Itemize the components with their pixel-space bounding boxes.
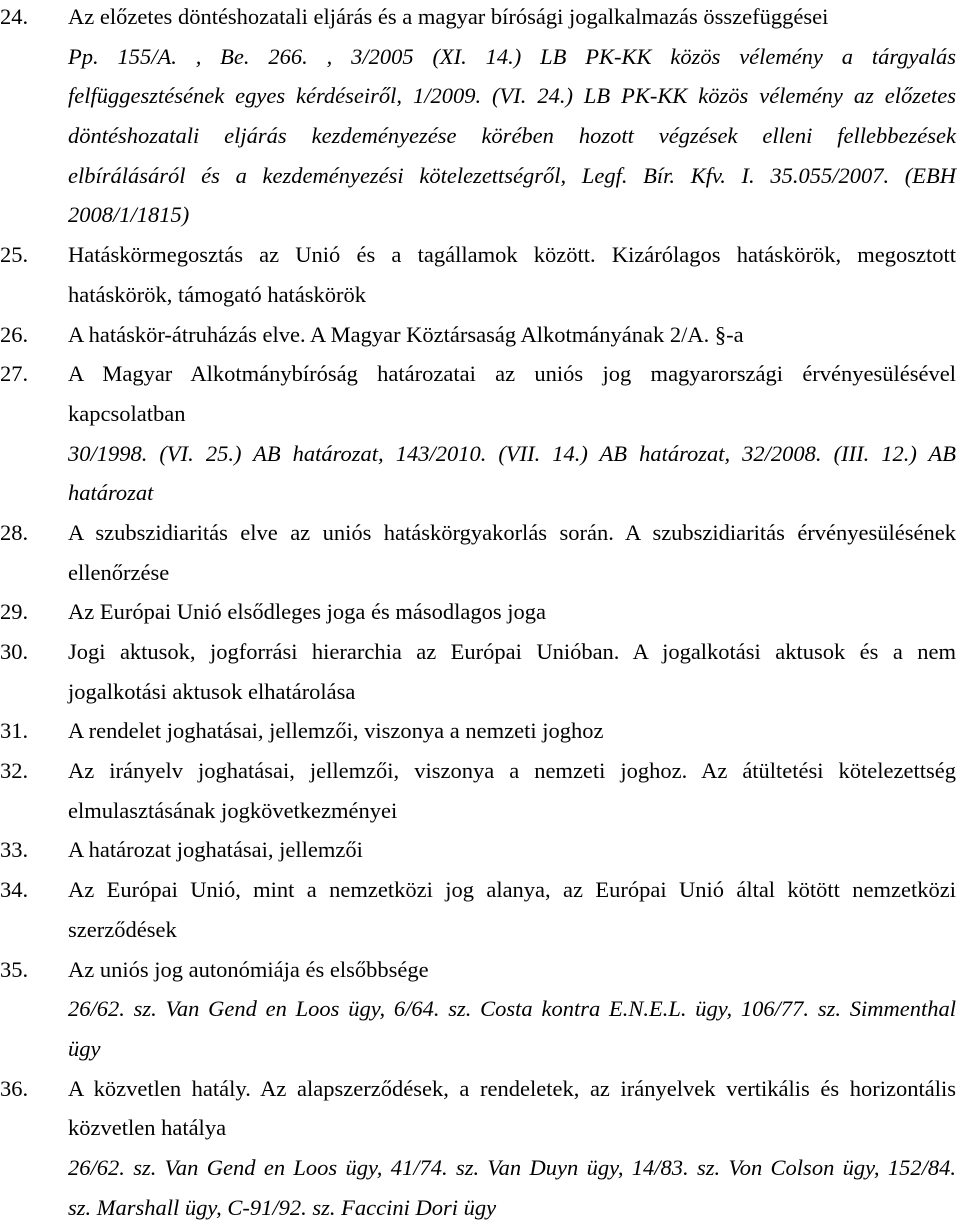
item-number: 29. [0,599,29,625]
case-law-references [68,1148,956,1227]
item-title-line: közvetlen hatálya [68,1115,227,1141]
reference-line: 2008/1/1815) [68,202,190,228]
list-item-25 [0,235,960,314]
list-item-35 [0,950,960,1069]
list-item-24 [0,0,960,235]
item-title [68,830,956,870]
list-item-36 [0,1069,960,1228]
item-title [68,592,956,632]
item-title [68,1069,956,1148]
reference-line: elbírálásáról és a kezdeményezési kötelezettségről, Legf. Bír. Kfv. I. 35.055/2007. (EBH [68,162,956,188]
list-item-27 [0,354,960,513]
item-title [68,513,956,592]
reference-line: sz. Marshall ügy, C-91/92. sz. Faccini Dori ügy [68,1194,497,1220]
item-title-line: Jogi aktusok, jogforrási hierarchia az Európai Unióban. A jogalkotási aktusok és a nem [68,639,956,664]
reference-line: 26/62. sz. Van Gend en Loos ügy, 41/74. sz. Van Duyn ügy, 14/83. sz. Von Colson ügy, 152/84. [68,1154,956,1180]
item-title-line: ellenőrzése [68,559,170,585]
item-title-line: A Magyar Alkotmánybíróság határozatai az uniós jog magyarországi érvényesülésével [68,361,956,387]
item-number: 34. [0,877,29,903]
item-title-line: szerződések [68,916,177,942]
item-title-line: Az előzetes döntéshozatali eljárás és a magyar bírósági jogalkalmazás összefüggései [68,4,829,29]
item-number: 30. [0,639,29,664]
item-number: 25. [0,242,29,268]
item-title-line: Az irányelv joghatásai, jellemzői, viszonya a nemzeti joghoz. Az átültetési kötelezettség [68,758,956,784]
list-item-31 [0,711,960,751]
item-title [68,235,956,314]
item-title [68,870,956,949]
item-title-line: elmulasztásának jogkövetkezményei [68,797,398,823]
item-number: 33. [0,837,29,863]
item-title-line: jogalkotási aktusok elhatárolása [68,678,356,704]
item-title-line: A határozat joghatásai, jellemzői [68,837,363,863]
item-title [68,950,956,990]
item-title-line: Az Európai Unió elsődleges joga és másodlagos joga [68,599,547,625]
item-title [68,0,956,37]
item-number: 26. [0,321,29,347]
case-law-references [68,434,956,513]
item-title-line: hatáskörök, támogató hatáskörök [68,281,367,307]
list-item-34 [0,870,960,949]
item-number: 24. [0,4,29,29]
list-item-30 [0,632,960,711]
reference-line: határozat [68,480,154,506]
item-title [68,711,956,751]
case-law-references [68,989,956,1068]
item-number: 31. [0,718,29,744]
list-item-33 [0,830,960,870]
list-item-29 [0,592,960,632]
item-number: 27. [0,361,29,387]
item-title [68,354,956,433]
item-title-line: kapcsolatban [68,400,186,426]
item-title-line: A szubszidiaritás elve az uniós hatáskörgyakorlás során. A szubszidiaritás érvényesülésének [68,519,956,545]
item-title-line: Hatáskörmegosztás az Unió és a tagállamok között. Kizárólagos hatáskörök, megosztott [68,242,956,268]
item-title-line: Az uniós jog autonómiája és elsőbbsége [68,956,429,982]
case-law-references [68,37,956,235]
reference-line: Pp. 155/A. , Be. 266. , 3/2005 (XI. 14.) LB PK-KK közös vélemény a tárgyalás [68,43,956,69]
reference-line: 30/1998. (VI. 25.) AB határozat, 143/2010. (VII. 14.) AB határozat, 32/2008. (III. 12.) AB [68,440,956,466]
item-title-line: A hatáskör-átruházás elve. A Magyar Köztársaság Alkotmányának 2/A. §-a [68,321,744,347]
reference-line: felfüggesztésének egyes kérdéseiről, 1/2009. (VI. 24.) LB PK-KK közös vélemény az előzetes [68,83,956,109]
item-number: 28. [0,519,29,545]
item-number: 36. [0,1075,29,1101]
item-title [68,315,956,355]
reference-line: döntéshozatali eljárás kezdeményezése körében hozott végzések elleni fellebbezések [68,123,956,149]
item-title [68,632,956,711]
list-item-26 [0,315,960,355]
reference-line: ügy [68,1035,101,1061]
list-item-28 [0,513,960,592]
reference-line: 26/62. sz. Van Gend en Loos ügy, 6/64. sz. Costa kontra E.N.E.L. ügy, 106/77. sz. Simmenthal [68,996,956,1022]
item-title-line: Az Európai Unió, mint a nemzetközi jog alanya, az Európai Unió által kötött nemzetközi [68,877,956,903]
item-title-line: A közvetlen hatály. Az alapszerződések, a rendeletek, az irányelvek vertikális és horizontális [68,1075,956,1101]
item-number: 32. [0,758,29,784]
item-title [68,751,956,830]
item-number: 35. [0,956,29,982]
item-title-line: A rendelet joghatásai, jellemzői, viszonya a nemzeti joghoz [68,718,604,744]
list-item-32 [0,751,960,830]
